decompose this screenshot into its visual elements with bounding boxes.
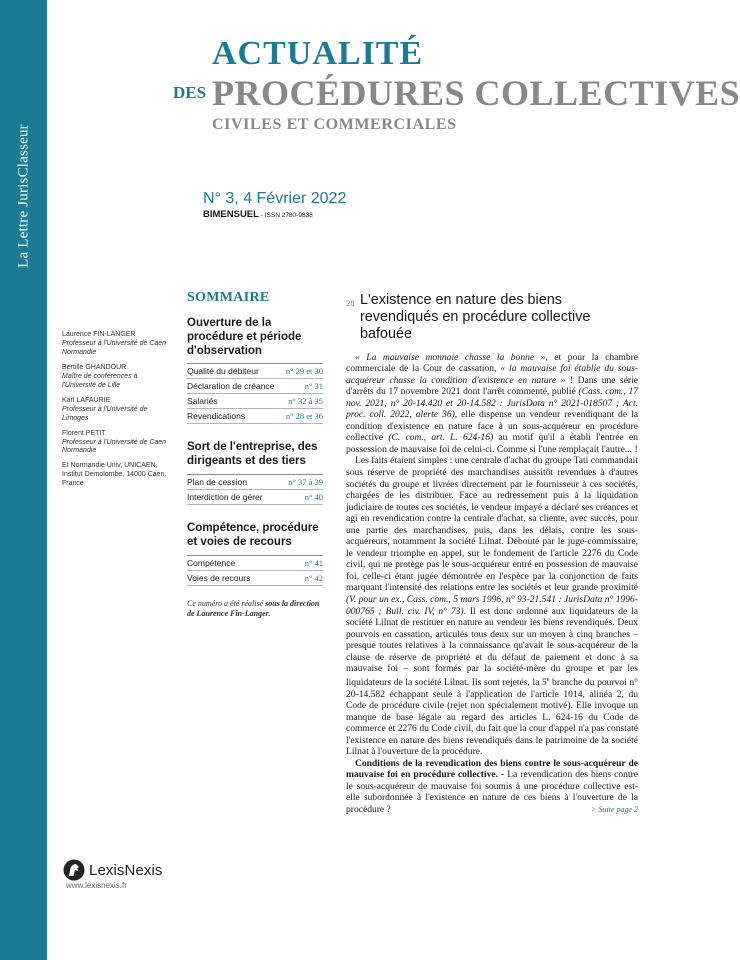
author-entry (62, 430, 170, 457)
toc-row[interactable] (187, 475, 323, 490)
toc-page-ref: n° 28 et 36 (285, 411, 323, 422)
toc-row[interactable] (187, 571, 323, 586)
body-text: . Il est donc ordonné aux liquidateurs de la société Lilnat de restituer en nature au vendeur les biens revendiqués. Deux pourvois en cassation, articulés tous deux sur un moyen à cinq branches – presque toutes relatives à la connaissance qu'avait le sous-acquéreur de la clause de réserve de propriété et du défaut de paiement et donc à sa mauvaise foi – sont formés par la société-mère du groupe et par les liquidateurs de la société Lilnat. Ils sont rejetés, la 5 (346, 605, 638, 689)
toc-section-title: Ouverture de la procédure et période d'observation (187, 317, 302, 357)
author-entry (62, 331, 170, 358)
toc-label: Salariés (187, 396, 218, 407)
toc-label: Revendications (187, 411, 246, 422)
toc-list (187, 474, 323, 505)
article-title: L'existence en nature des biens revendiqués en procédure collective bafouée (360, 292, 591, 342)
issue-meta (203, 209, 313, 220)
toc-row[interactable] (187, 379, 323, 394)
author-role: Professeur à l'Université de Caen Normandie (62, 438, 167, 455)
citation-text: (V. pour un ex., Cass. com., 5 mars 1996, n° 93-21.541 : JurisData n° 1996-000765 ; Bull. civ. IV, n° 73) (346, 594, 638, 617)
toc-row[interactable] (187, 364, 323, 379)
toc-page-ref: n° 37 à 39 (288, 476, 323, 487)
toc-label: Voies de recours (187, 572, 251, 583)
author-name: Florent PETIT (62, 429, 106, 437)
citation-text: « La mauvaise monnaie chasse la bonne » (355, 351, 546, 363)
publisher-name: LexisNexis (89, 861, 163, 879)
sommaire (187, 290, 323, 619)
publisher-logo (63, 859, 163, 881)
author-entry (62, 462, 170, 489)
body-text: branche du pourvoi n° 20-14.582 échappant seule à l'application de l'article 1014, alinéa 2, du Code de procédure civile (rejet non spécialement motivé). Elle invoque un manque de base légale au regard des articles L. 624-16 du Code de commerce et 2276 du Code civil, du fait que la cour d'appel n'a pas constaté l'existence en nature des biens revendiqués dans le patrimoine de la société Lilnat à l'ouverture de la procédure. (346, 677, 638, 758)
toc-section-title: Sort de l'entreprise, des dirigeants et des tiers (187, 441, 318, 468)
continued-link[interactable]: > Suite page 2 (591, 805, 638, 815)
editorial-credit (187, 599, 323, 620)
sommaire-title: SOMMAIRE (187, 290, 270, 305)
article-paragraph-3-text: La revendication des biens contre le sous-acquéreur de mauvaise foi soumis à une procédure collective est-elle subordonnée à l'existence en nature de ces biens à l'ouverture de la procédure ? (346, 769, 639, 816)
body-text: Les faits étaient simples : une centrale d'achat du groupe Tati commandait sous réserve de propriété des marchandises aussitôt revendues à d'autres sociétés du groupe et livrées directement par le fournisseur à ces sociétés, chargées de les distribuer. Face au redressement puis à la liquidation judiciaire de toutes ces sociétés, le vendeur impayé a déclaré ses créances et agi en revendication contre la centrale d'achat, sa cliente, avec succès, pour une partie des marchandises, puis, dans les délais, contre les sous-acquéreurs, notamment la société Lilnat. Débouté par le juge-commissaire, le vendeur triomphe en appel, sur le fondement de l'article 2276 du Code civil, qui ne protège pas le sous-acquéreur entré en possession de mauvaise foi, celle-ci étant jugée démontrée en l'espèce par la conjonction de faits marquant l'intensité des relations entre les sociétés et leur grande proximité (346, 455, 638, 594)
article-paragraph-3 (346, 758, 638, 816)
toc-page-ref: n° 41 (304, 557, 323, 568)
article-paragraph-2 (346, 455, 638, 757)
toc-section-title: Compétence, procédure et voies de recours (187, 521, 319, 548)
body-text: e (546, 676, 550, 683)
author-role: Professeur à l'Université de Caen Normandie (62, 339, 167, 356)
toc-page-ref: n° 42 (304, 572, 323, 583)
toc-label: Interdiction de gérer (187, 491, 263, 502)
toc-row[interactable] (187, 556, 323, 571)
body-text: , et pour la chambre commerciale de la Cour de cassation, (346, 351, 639, 375)
credit-director: sous la direction de Laurence Fin-Langer. (187, 598, 320, 618)
authors-list (62, 331, 170, 495)
lead-article (346, 292, 638, 816)
article-subheading: Conditions de la revendication des biens contre le sous-acquéreur de mauvaise foi en procédure collective. - (346, 757, 638, 781)
body-text: au motif qu'il a établi l'entrée en possession de mauvaise foi de celui-ci. Comme si l'une remplaçait l'autre... ! (346, 432, 639, 455)
toc-page-ref: n° 32 à 35 (288, 396, 323, 407)
author-role: Professeur à l'Université de Limoges (62, 405, 148, 422)
toc-sections (187, 317, 323, 586)
toc-label: Plan de cession (187, 476, 248, 487)
article-header (346, 292, 638, 343)
masthead-line-1: ACTUALITÉ (212, 35, 424, 72)
toc-label: Déclaration de créance (187, 381, 275, 392)
publisher-url[interactable]: www.lexisnexis.fr (66, 881, 127, 890)
toc-list (187, 363, 323, 424)
toc-label: Qualité du débiteur (187, 366, 259, 377)
citation-text: (Cass. com., 17 nov. 2021, n° 20-14.420 et 20-14.582 : JurisData n° 2021-018507 ; Act. proc. coll. 2022, alerte 36) (346, 386, 638, 421)
side-band (0, 0, 47, 960)
masthead-line-3: CIVILES ET COMMERCIALES (212, 116, 457, 133)
masthead-des: DES (173, 83, 207, 102)
toc-page-ref: n° 31 (304, 381, 323, 392)
author-entry (62, 397, 170, 424)
toc-list (187, 555, 323, 586)
article-number: 28 (346, 298, 355, 308)
lexisnexis-knight-icon (63, 859, 85, 881)
toc-page-ref: n° 29 et 30 (285, 366, 323, 377)
credit-text: Ce numéro a été réalisé (187, 598, 266, 608)
author-name: Bertille GHANDOUR (62, 363, 127, 371)
author-name: Laurence FIN-LANGER (62, 331, 136, 338)
issue-frequency: BIMENSUEL (203, 209, 259, 220)
article-body (346, 352, 638, 816)
author-entry (62, 364, 170, 391)
body-text: , elle dispense un vendeur revendiquant de la condition d'existence en nature face à un sous-acquéreur en procédure collective (346, 409, 638, 444)
author-name: Et Normandie Univ, UNICAEN, Institut Demolombe, 14000 Caen, France (62, 462, 167, 488)
toc-row[interactable] (187, 394, 323, 409)
issue-number-date: N° 3, 4 Février 2022 (203, 190, 347, 207)
issue-issn: - ISSN 2780-9838 (258, 212, 313, 219)
toc-page-ref: n° 40 (304, 491, 323, 502)
toc-row[interactable] (187, 409, 323, 424)
masthead-line-2: PROCÉDURES COLLECTIVES (212, 73, 740, 113)
article-paragraph-1 (346, 352, 638, 456)
vertical-title: La Lettre JurisClasseur (15, 124, 32, 268)
author-name: Karl LAFAURIE (62, 396, 111, 404)
toc-label: Compétence (187, 557, 236, 568)
toc-row[interactable] (187, 490, 323, 505)
citation-text: « la mauvaise foi établie du sous-acquéreur chasse la condition d'existence en nature » (346, 363, 638, 386)
author-role: Maître de conférences à l'Université de Lille (62, 372, 138, 389)
citation-text: (C. com., art. L. 624-16) (388, 432, 494, 444)
body-text: ! Dans une série d'arrêts du 17 novembre 2021 dont l'arrêt commenté, publié (346, 374, 638, 398)
